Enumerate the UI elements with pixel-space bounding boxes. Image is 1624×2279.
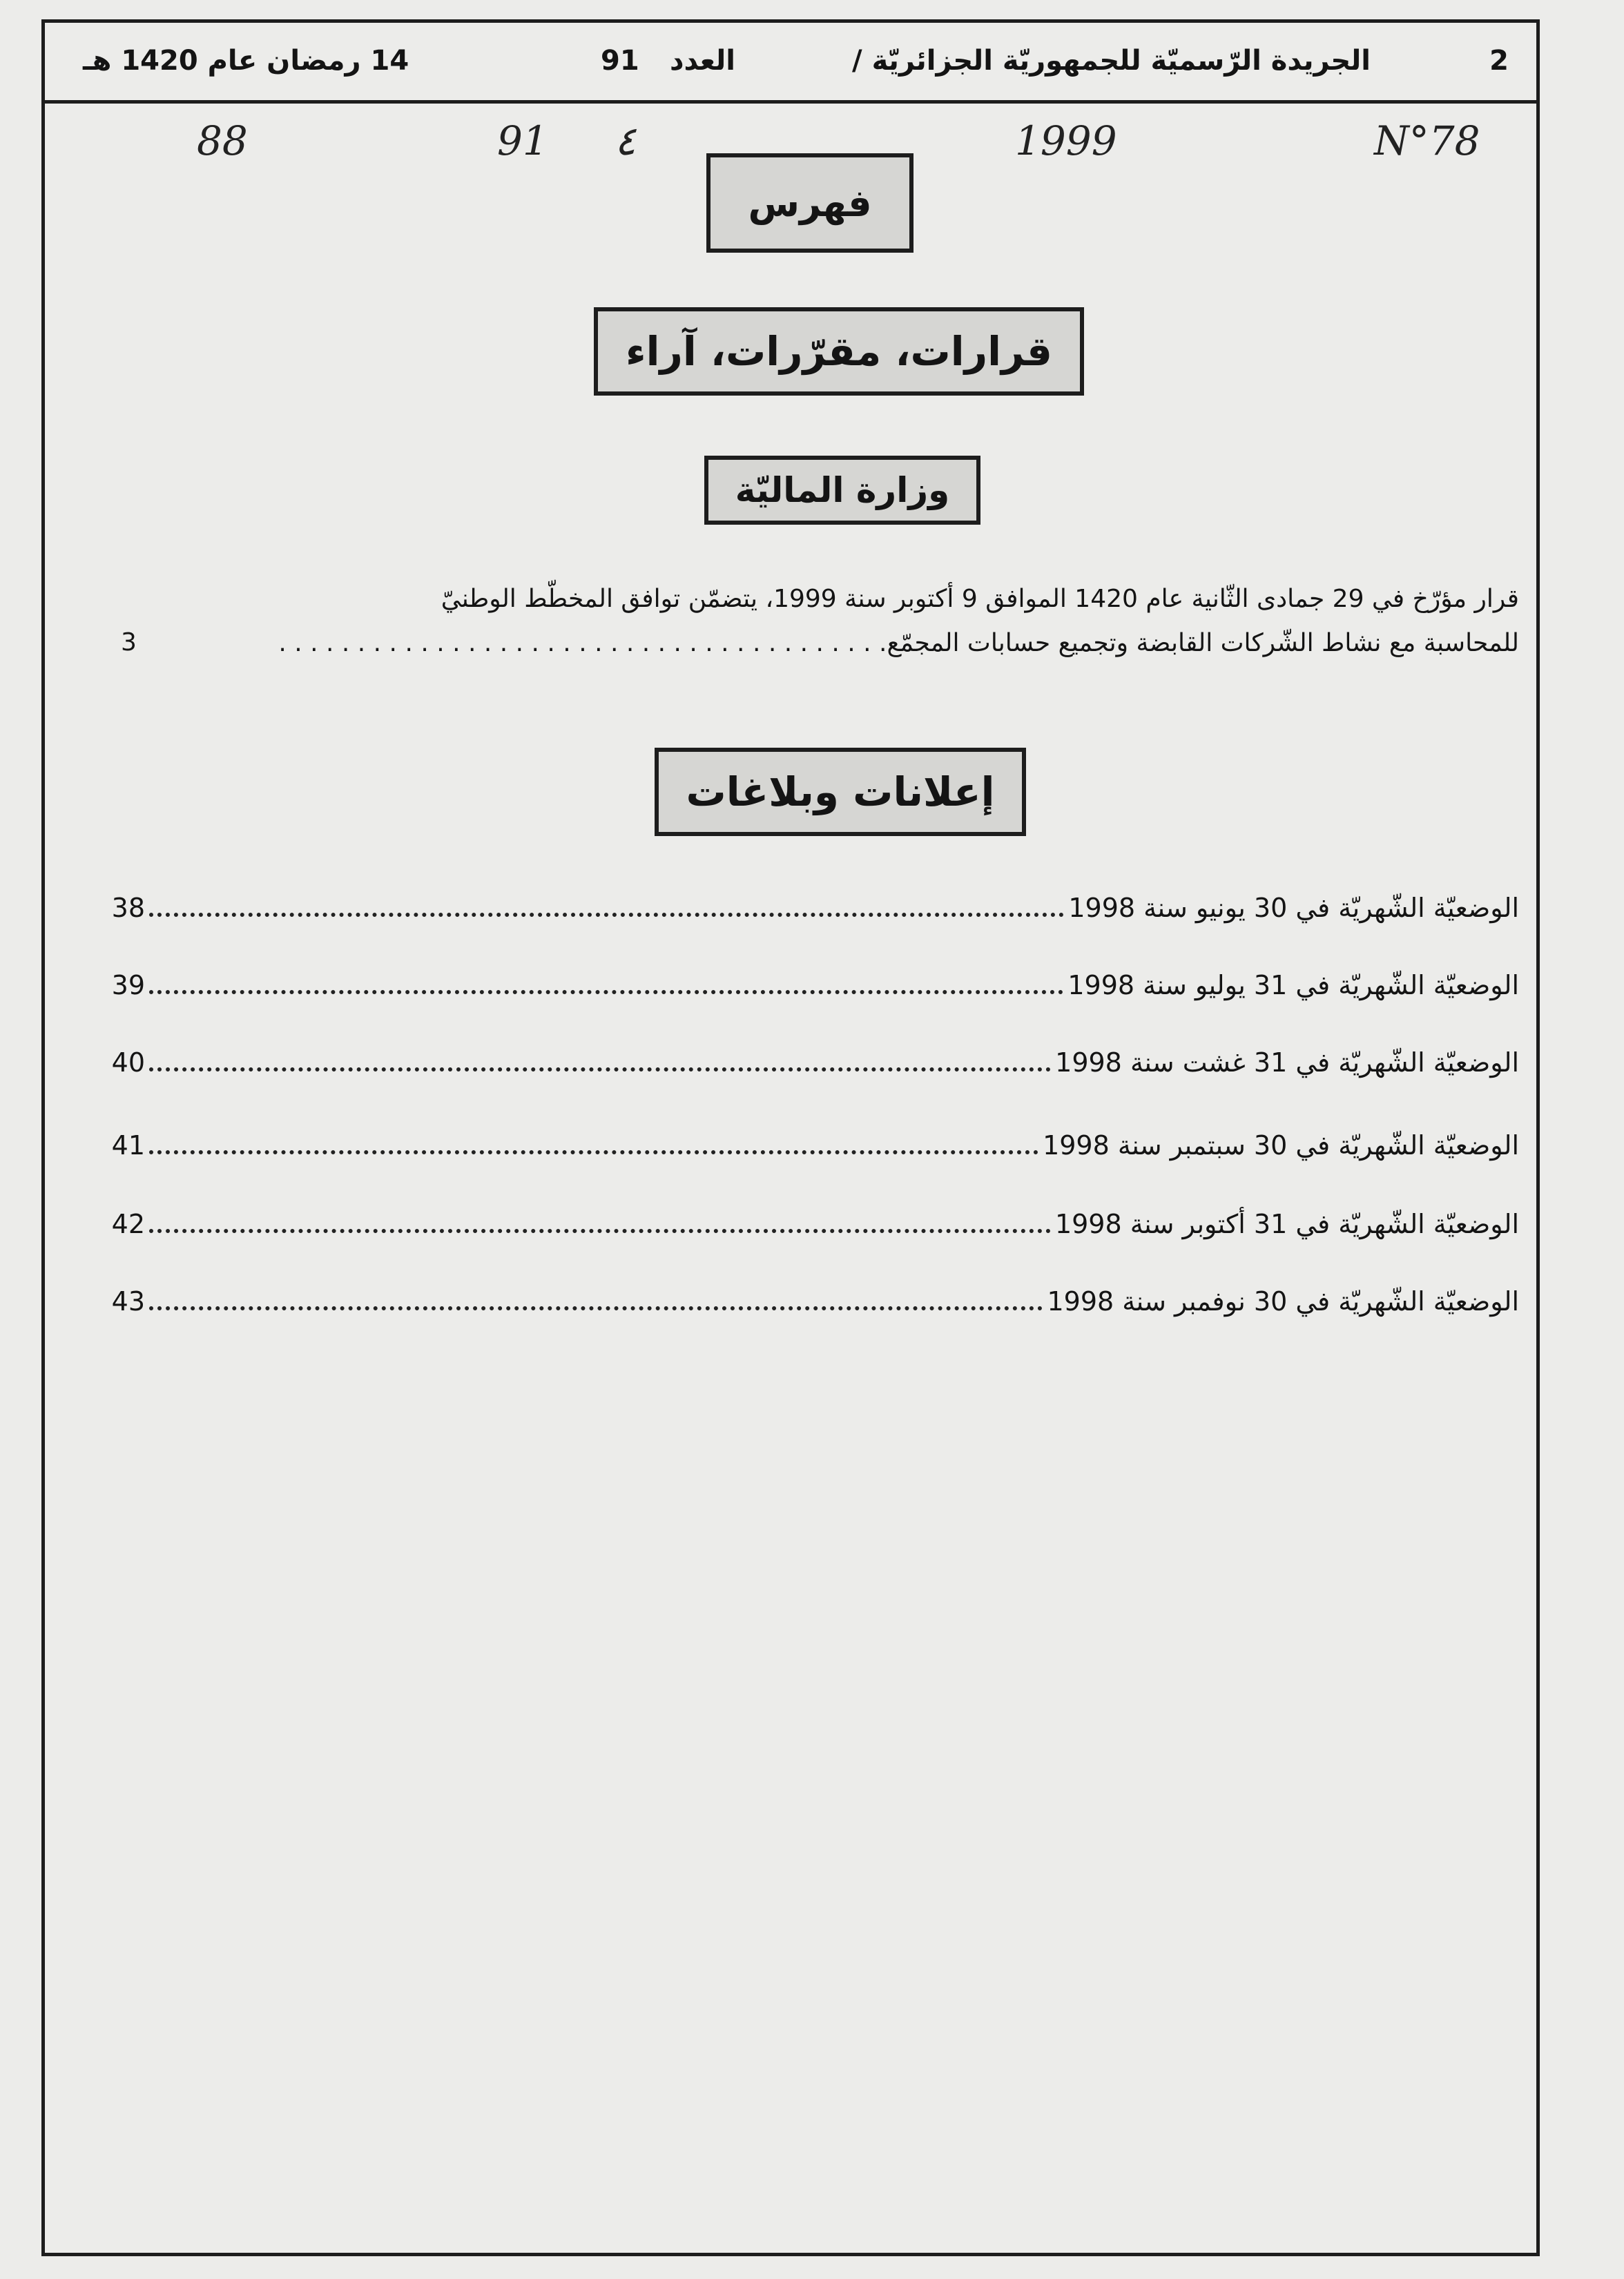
- header-gazette-title: الجريدة الرّسميّة للجمهوريّة الجزائريّة /: [852, 45, 1371, 77]
- toc-entry-label: الوضعيّة الشّهريّة في 30 يونيو سنة 1998: [1068, 893, 1519, 923]
- toc-entry: [104, 1286, 1519, 1327]
- header-date: 14 رمضان عام 1420 هـ: [83, 45, 409, 77]
- toc-entry-page: 40: [111, 1047, 145, 1078]
- handwritten-note: 88: [197, 117, 248, 164]
- toc-entry-label: الوضعيّة الشّهريّة في 31 يوليو سنة 1998: [1067, 970, 1519, 1000]
- toc-entry: [104, 1047, 1519, 1088]
- toc-entry-page: 41: [111, 1130, 145, 1161]
- toc-entry-label: الوضعيّة الشّهريّة في 30 نوفمبر سنة 1998: [1047, 1286, 1519, 1317]
- toc-entry: [104, 1208, 1519, 1250]
- leader-dots: [149, 892, 1064, 917]
- handwritten-note: N°78: [1374, 117, 1480, 164]
- decree-text-line: [117, 621, 1519, 666]
- decree-entry: [117, 577, 1519, 666]
- toc-entry-label: الوضعيّة الشّهريّة في 31 غشت سنة 1998: [1055, 1047, 1519, 1078]
- toc-entry-page: 42: [111, 1209, 145, 1239]
- toc-entry: [104, 1129, 1519, 1171]
- handwritten-note: 1999: [1015, 117, 1117, 164]
- leader-dots: [149, 969, 1063, 994]
- toc-entry-page: 39: [111, 970, 145, 1000]
- leader-dots: [149, 1286, 1043, 1310]
- toc-entry-label: الوضعيّة الشّهريّة في 31 أكتوبر سنة 1998: [1054, 1209, 1519, 1239]
- decree-page-number: 3: [121, 628, 137, 657]
- decree-text-line: قرار مؤرّخ في 29 جمادى الثّانية عام 1420 الموافق 9 أكتوبر سنة 1999، يتضمّن توافق المخطّط الوطنيّ: [441, 585, 1519, 613]
- header-issue-label: العدد: [670, 45, 735, 77]
- toc-entry: [104, 892, 1519, 933]
- leader-dots: . . . . . . . . . . . . . . . . . . . . . . . . . . . . . . . . . . . . . . .: [278, 629, 887, 657]
- decree-text-continuation: للمحاسبة مع نشاط الشّركات القابضة وتجميع حسابات المجمّع: [887, 629, 1519, 657]
- toc-title: فهرس: [706, 153, 914, 253]
- header-issue-number: 91: [601, 45, 639, 77]
- toc-entry-page: 38: [111, 893, 145, 923]
- announcements-section-title: إعلانات وبلاغات: [655, 748, 1026, 836]
- leader-dots: [149, 1129, 1038, 1154]
- handwritten-note: ٤: [615, 117, 637, 164]
- leader-dots: [149, 1208, 1051, 1233]
- page-header: [45, 38, 1536, 104]
- toc-entry-page: 43: [111, 1286, 145, 1317]
- header-page-number: 2: [1489, 45, 1509, 77]
- decisions-section-title: قرارات، مقرّرات، آراء: [594, 307, 1084, 396]
- leader-dots: [149, 1047, 1051, 1071]
- toc-entry: [104, 969, 1519, 1011]
- toc-entry-label: الوضعيّة الشّهريّة في 30 سبتمبر سنة 1998: [1043, 1130, 1519, 1161]
- handwritten-note: 91: [497, 117, 548, 164]
- ministry-section-title: وزارة الماليّة: [704, 456, 980, 525]
